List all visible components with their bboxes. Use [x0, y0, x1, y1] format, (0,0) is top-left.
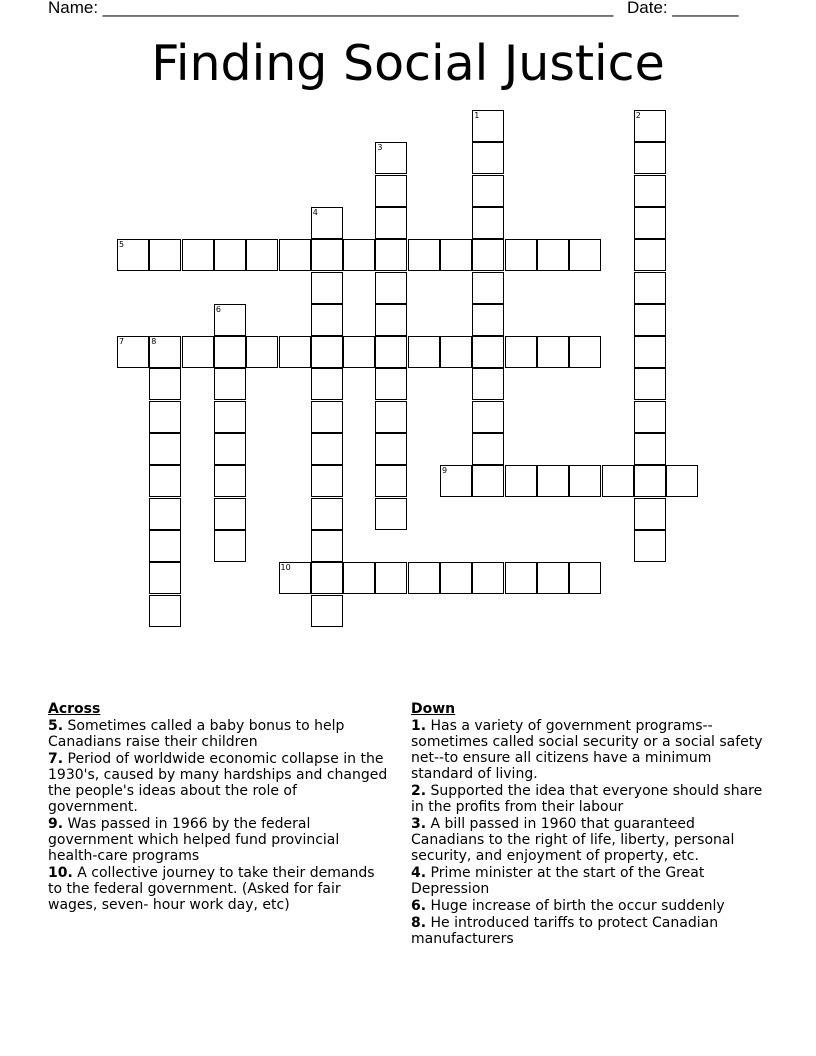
grid-cell[interactable]	[375, 175, 407, 207]
grid-cell[interactable]	[311, 336, 343, 368]
clue-item	[48, 816, 388, 864]
grid-cell[interactable]	[472, 207, 504, 239]
clue-number-label: 6	[215, 304, 221, 314]
grid-cell[interactable]	[214, 401, 246, 433]
clue-item	[48, 718, 388, 750]
grid-cell[interactable]	[214, 465, 246, 497]
grid-cell[interactable]	[634, 142, 666, 174]
grid-cell[interactable]	[408, 239, 440, 271]
grid-cell[interactable]	[375, 465, 407, 497]
grid-cell[interactable]	[537, 562, 569, 594]
grid-cell[interactable]	[311, 401, 343, 433]
grid-cell[interactable]	[182, 336, 214, 368]
grid-cell[interactable]	[375, 304, 407, 336]
grid-cell[interactable]	[279, 239, 311, 271]
grid-cell[interactable]	[505, 336, 537, 368]
clue-item	[411, 816, 771, 864]
grid-cell[interactable]	[149, 239, 181, 271]
clue-item	[411, 865, 771, 897]
grid-cell[interactable]	[634, 433, 666, 465]
grid-cell[interactable]	[375, 336, 407, 368]
grid-cell[interactable]	[666, 465, 698, 497]
grid-cell[interactable]	[375, 562, 407, 594]
grid-cell[interactable]	[149, 368, 181, 400]
grid-cell[interactable]	[149, 401, 181, 433]
grid-cell[interactable]	[602, 465, 634, 497]
grid-cell[interactable]	[149, 530, 181, 562]
grid-cell[interactable]	[343, 562, 375, 594]
grid-cell[interactable]	[537, 336, 569, 368]
grid-cell[interactable]	[472, 336, 504, 368]
grid-cell[interactable]	[569, 336, 601, 368]
grid-cell[interactable]	[214, 530, 246, 562]
clue-number-label: 10	[280, 563, 291, 573]
grid-cell[interactable]	[311, 304, 343, 336]
page-title: Finding Social Justice	[151, 35, 665, 92]
grid-cell[interactable]	[311, 368, 343, 400]
clue-text: Prime minister at the start of the Great Depression	[411, 865, 705, 897]
grid-cell[interactable]	[375, 401, 407, 433]
down-heading: Down	[411, 701, 456, 717]
clue-text: Supported the idea that everyone should share in the profits from their labour	[411, 783, 763, 815]
grid-cell[interactable]	[634, 498, 666, 530]
grid-cell[interactable]	[375, 239, 407, 271]
grid-cell[interactable]	[634, 207, 666, 239]
clue-number-label: 5	[119, 240, 125, 250]
grid-cell[interactable]	[214, 498, 246, 530]
clue-number-label: 9	[442, 466, 448, 476]
grid-cell[interactable]	[472, 272, 504, 304]
grid-cell[interactable]	[440, 562, 472, 594]
grid-cell[interactable]	[279, 336, 311, 368]
grid-cell[interactable]	[343, 239, 375, 271]
clue-item	[48, 751, 388, 815]
clue-item	[411, 718, 771, 782]
grid-cell[interactable]	[440, 239, 472, 271]
grid-cell[interactable]	[375, 433, 407, 465]
clue-text: A bill passed in 1960 that guaranteed Canadians to the right of life, liberty, personal security, and enjoyment of property, etc.	[411, 816, 735, 864]
clue-number: 6.	[411, 898, 427, 914]
grid-cell[interactable]	[472, 110, 504, 142]
clue-text: Huge increase of birth the occur suddenly	[430, 898, 725, 914]
grid-cell[interactable]	[149, 562, 181, 594]
grid-cell[interactable]	[311, 530, 343, 562]
grid-cell[interactable]	[569, 562, 601, 594]
clue-item	[411, 915, 771, 947]
clue-number: 2.	[411, 783, 427, 799]
grid-cell[interactable]	[440, 336, 472, 368]
grid-cell[interactable]	[311, 433, 343, 465]
grid-cell[interactable]	[311, 562, 343, 594]
grid-cell[interactable]	[343, 336, 375, 368]
clue-text: He introduced tariffs to protect Canadian manufacturers	[411, 915, 719, 947]
across-clues	[48, 701, 388, 914]
grid-cell[interactable]	[472, 562, 504, 594]
grid-cell[interactable]	[375, 272, 407, 304]
grid-cell[interactable]	[375, 498, 407, 530]
grid-cell[interactable]	[505, 562, 537, 594]
grid-cell[interactable]	[311, 498, 343, 530]
grid-cell[interactable]	[537, 239, 569, 271]
clue-item	[48, 865, 388, 913]
clue-number: 3.	[411, 816, 427, 832]
grid-cell[interactable]	[537, 465, 569, 497]
grid-cell[interactable]	[569, 239, 601, 271]
grid-cell[interactable]	[472, 175, 504, 207]
clue-number-label: 4	[312, 207, 318, 217]
clue-text: A collective journey to take their demands to the federal government. (Asked for fair wages, seven- hour work day, etc)	[48, 865, 375, 913]
grid-cell[interactable]	[634, 175, 666, 207]
grid-cell[interactable]	[311, 207, 343, 239]
grid-cell[interactable]	[149, 433, 181, 465]
grid-cell[interactable]	[569, 465, 601, 497]
grid-cell[interactable]	[408, 562, 440, 594]
grid-cell[interactable]	[311, 239, 343, 271]
grid-cell[interactable]	[375, 368, 407, 400]
grid-cell[interactable]	[634, 110, 666, 142]
grid-cell[interactable]	[246, 239, 278, 271]
grid-cell[interactable]	[634, 530, 666, 562]
grid-cell[interactable]	[472, 142, 504, 174]
grid-cell[interactable]	[472, 401, 504, 433]
grid-cell[interactable]	[634, 304, 666, 336]
clue-item	[411, 783, 771, 815]
clue-number: 5.	[48, 718, 64, 734]
grid-cell[interactable]	[279, 562, 311, 594]
grid-cell[interactable]	[311, 272, 343, 304]
clue-number-label: 8	[151, 337, 157, 347]
grid-cell[interactable]	[505, 239, 537, 271]
clue-number-label: 7	[119, 337, 125, 347]
grid-cell[interactable]	[472, 465, 504, 497]
grid-cell[interactable]	[505, 465, 537, 497]
clue-number: 10.	[48, 865, 73, 881]
grid-cell[interactable]	[634, 368, 666, 400]
grid-cell[interactable]	[149, 336, 181, 368]
grid-cell[interactable]	[214, 304, 246, 336]
grid-cell[interactable]	[149, 595, 181, 627]
grid-cell[interactable]	[149, 465, 181, 497]
grid-cell[interactable]	[214, 368, 246, 400]
grid-cell[interactable]	[149, 498, 181, 530]
grid-cell[interactable]	[214, 433, 246, 465]
grid-cell[interactable]	[311, 595, 343, 627]
grid-cell[interactable]	[117, 239, 149, 271]
grid-cell[interactable]	[634, 336, 666, 368]
date-field-label: Date: _______	[627, 0, 739, 17]
clue-text: Was passed in 1966 by the federal government which helped fund provincial health-care programs	[48, 816, 340, 864]
grid-cell[interactable]	[408, 336, 440, 368]
clue-text: Sometimes called a baby bonus to help Canadians raise their children	[48, 718, 345, 750]
grid-cell[interactable]	[472, 304, 504, 336]
grid-cell[interactable]	[634, 465, 666, 497]
clue-number-label: 3	[377, 143, 383, 153]
grid-cell[interactable]	[246, 336, 278, 368]
grid-cell[interactable]	[117, 336, 149, 368]
clue-number: 8.	[411, 915, 427, 931]
clue-text: Period of worldwide economic collapse in the 1930's, caused by many hardships and changed the people's ideas about the role of government.	[48, 751, 388, 815]
grid-cell[interactable]	[214, 239, 246, 271]
grid-cell[interactable]	[634, 239, 666, 271]
grid-cell[interactable]	[182, 239, 214, 271]
grid-cell[interactable]	[375, 142, 407, 174]
clue-number: 4.	[411, 865, 427, 881]
grid-cell[interactable]	[472, 368, 504, 400]
grid-cell[interactable]	[311, 465, 343, 497]
clue-item	[411, 898, 771, 914]
grid-cell[interactable]	[472, 239, 504, 271]
grid-cell[interactable]	[634, 401, 666, 433]
clue-number: 9.	[48, 816, 64, 832]
clue-number: 7.	[48, 751, 64, 767]
name-field-label: Name: ______________________________________________________	[48, 0, 614, 17]
clue-number-label: 1	[474, 111, 480, 120]
grid-cell[interactable]	[375, 207, 407, 239]
grid-cell[interactable]	[634, 272, 666, 304]
clue-number: 1.	[411, 718, 427, 734]
clue-text: Has a variety of government programs--sometimes called social security or a social safety net--to ensure all citizens have a minimum standard of living.	[411, 718, 763, 782]
clue-number-label: 2	[635, 111, 641, 120]
grid-cell[interactable]	[214, 336, 246, 368]
across-heading: Across	[48, 701, 101, 717]
grid-cell[interactable]	[440, 465, 472, 497]
down-clues	[411, 701, 771, 948]
grid-cell[interactable]	[472, 433, 504, 465]
